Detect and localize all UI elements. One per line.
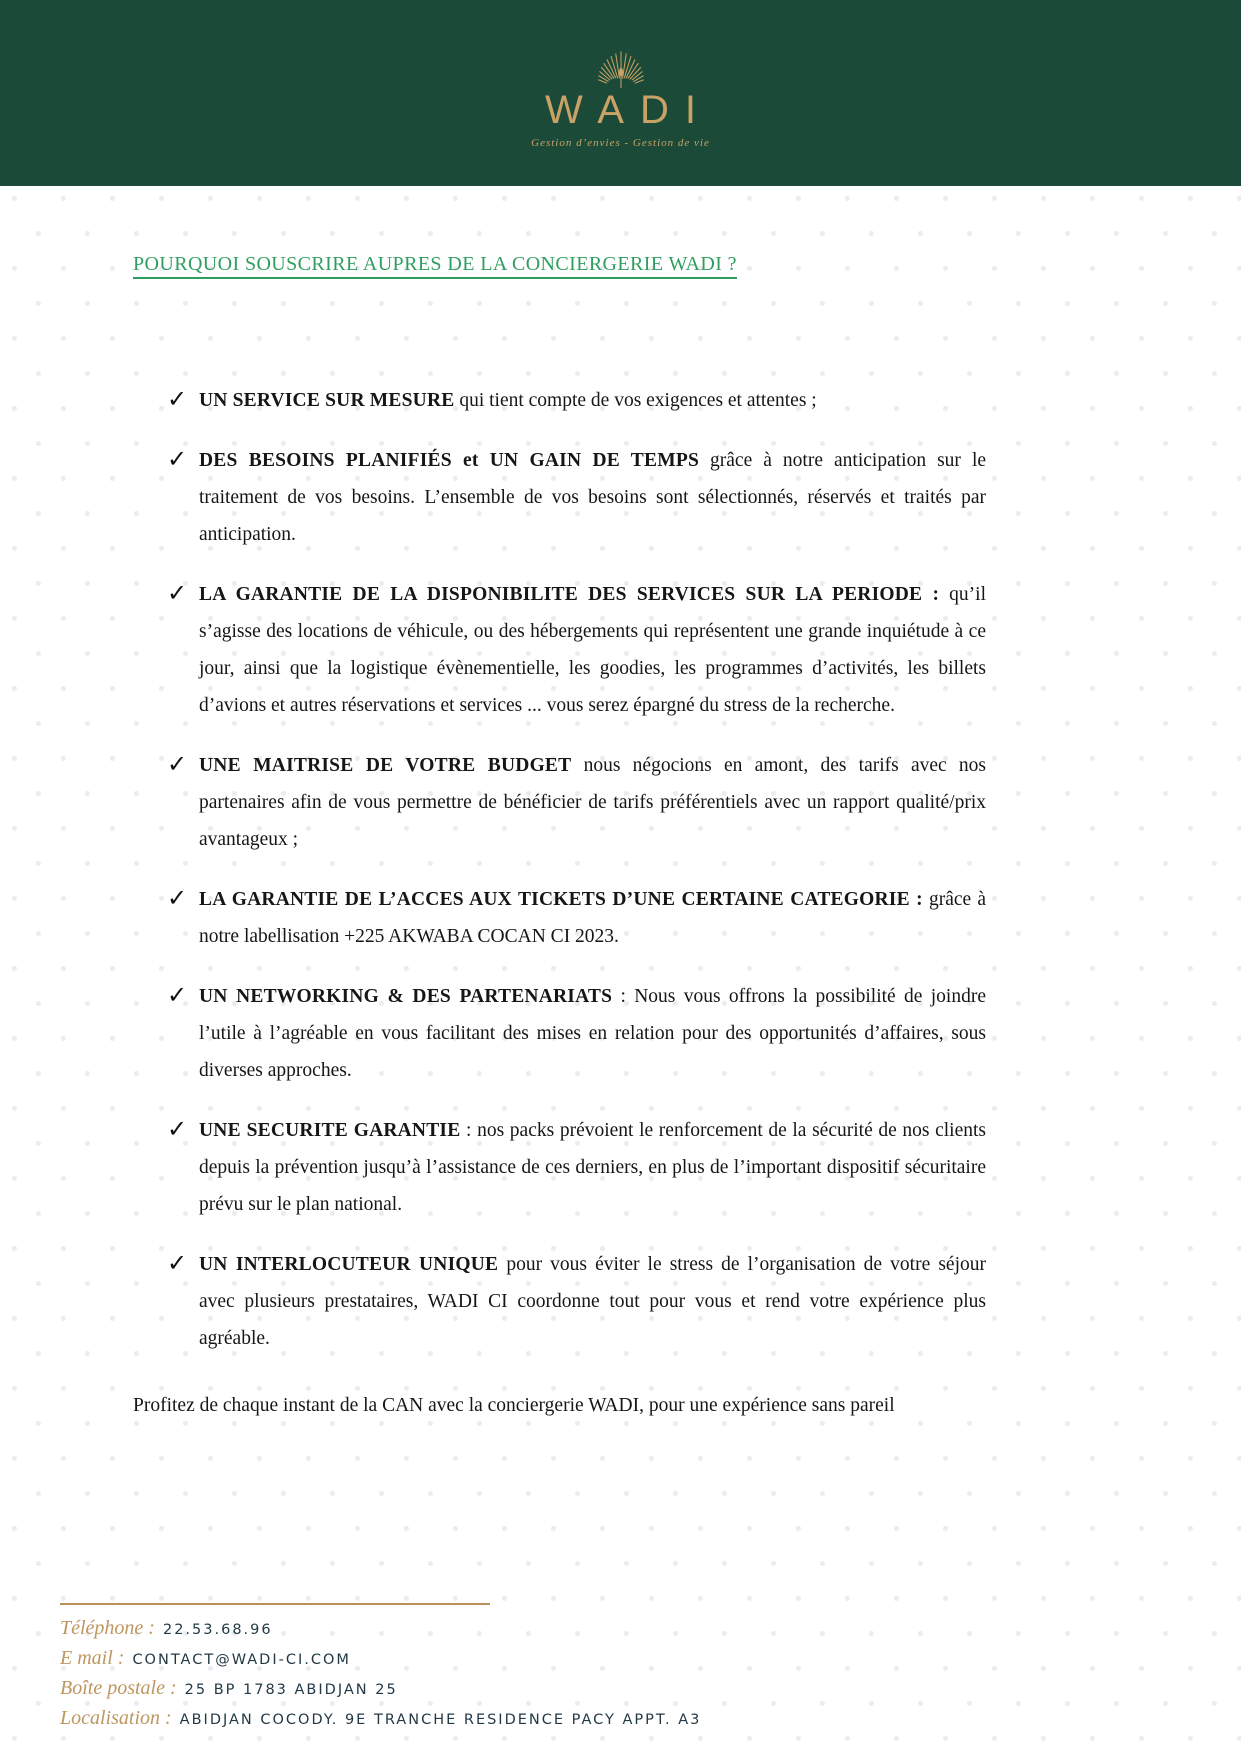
bullet-item	[133, 1112, 986, 1223]
footer-contact-row	[60, 1644, 701, 1674]
bullet-body: grâce à notre anticipation sur le traitement de vos besoins. L’ensemble de vos besoins sont sélectionnés, réservés et traités par anticipation.	[199, 450, 987, 545]
bullet-body: qui tient compte de vos exigences et attentes ;	[454, 390, 817, 411]
checkmark-icon: ✓	[167, 750, 188, 778]
footer-label: E mail :	[60, 1647, 125, 1669]
body-content	[133, 382, 986, 1424]
bullet-heading: UN INTERLOCUTEUR UNIQUE	[199, 1254, 499, 1275]
bullet-body: qu’il s’agisse des locations de véhicule, ou des hébergements qui représentent une grande inquiétude à ce jour, ainsi que la logistique évènementielle, les goodies, les programmes d’activités, les billets d’avions et autres réservations et services ... vous serez épargné du stress de la recherche.	[199, 584, 986, 716]
bullet-body: grâce à notre labellisation +225 AKWABA COCAN CI 2023.	[199, 889, 986, 947]
bullet-body: : nos packs prévoient le renforcement de la sécurité de nos clients depuis la prévention jusqu’à l’assistance de ces derniers, en plus de l’important dispositif sécuritaire prévu sur le plan national.	[199, 1120, 986, 1215]
bullet-heading: UN SERVICE SUR MESURE	[199, 390, 455, 411]
bullet-item	[133, 1246, 986, 1357]
bullet-list	[133, 382, 986, 1357]
bullet-text	[199, 881, 986, 955]
bullet-item	[133, 576, 986, 724]
bullet-heading: UN NETWORKING & DES PARTENARIATS	[199, 986, 613, 1007]
checkmark-icon: ✓	[167, 385, 188, 413]
footer-contact-row	[60, 1704, 701, 1734]
footer-label: Boîte postale :	[60, 1677, 177, 1699]
bullet-item	[133, 442, 986, 553]
bullet-text	[199, 442, 986, 553]
bullet-text	[199, 382, 986, 419]
bullet-heading: UNE SECURITE GARANTIE	[199, 1120, 461, 1141]
footer-contact-block	[60, 1614, 701, 1734]
bullet-heading: LA GARANTIE DE L’ACCES AUX TICKETS D’UNE CERTAINE CATEGORIE :	[199, 889, 923, 910]
checkmark-icon: ✓	[167, 1249, 188, 1277]
brand-tagline: Gestion d’envies - Gestion de vie	[531, 137, 710, 149]
footer-label: Téléphone :	[60, 1617, 155, 1639]
closing-paragraph: Profitez de chaque instant de la CAN avec la conciergerie WADI, pour une expérience sans pareil	[133, 1395, 895, 1416]
page-title: POURQUOI SOUSCRIRE AUPRES DE LA CONCIERGERIE WADI ?	[133, 253, 737, 275]
bullet-item	[133, 382, 986, 419]
bullet-body: : Nous vous offrons la possibilité de joindre l’utile à l’agréable en vous facilitant des mises en relation pour des opportunités d’affaires, sous diverses approches.	[199, 986, 986, 1081]
bullet-text	[199, 576, 986, 724]
footer-value: ABIDJAN COCODY. 9E TRANCHE RESIDENCE PACY APPT. A3	[179, 1712, 702, 1728]
bullet-body: nous négocions en amont, des tarifs avec nos partenaires afin de vous permettre de bénéficier de tarifs préférentiels avec un rapport qualité/prix avantageux ;	[199, 755, 987, 850]
footer-contact-row	[60, 1614, 701, 1644]
bullet-text	[199, 1112, 986, 1223]
header-band	[0, 0, 1241, 186]
checkmark-icon: ✓	[167, 884, 188, 912]
bullet-item	[133, 978, 986, 1089]
bullet-item	[133, 747, 986, 858]
bullet-heading: DES BESOINS PLANIFIÉS et UN GAIN DE TEMPS	[199, 450, 699, 471]
footer-value: CONTACT@WADI-CI.COM	[132, 1652, 351, 1668]
checkmark-icon: ✓	[167, 981, 188, 1009]
footer-value: 25 BP 1783 ABIDJAN 25	[184, 1682, 398, 1698]
checkmark-icon: ✓	[167, 1115, 188, 1143]
bullet-body: pour vous éviter le stress de l’organisation de votre séjour avec plusieurs prestataires, WADI CI coordonne tout pour vous et rend votre expérience plus agréable.	[199, 1254, 986, 1349]
checkmark-icon: ✓	[167, 579, 188, 607]
bullet-text	[199, 747, 986, 858]
bullet-text	[199, 978, 986, 1089]
footer-divider	[60, 1603, 490, 1605]
bullet-heading: UNE MAITRISE DE VOTRE BUDGET	[199, 755, 572, 776]
bullet-text	[199, 1246, 986, 1357]
footer-label: Localisation :	[60, 1707, 172, 1729]
bullet-heading: LA GARANTIE DE LA DISPONIBILITE DES SERVICES SUR LA PERIODE :	[199, 584, 940, 605]
footer-contact-row	[60, 1674, 701, 1704]
wadi-fan-logo-icon	[587, 30, 655, 94]
brand-wordmark: WADI	[545, 88, 712, 132]
footer-value: 22.53.68.96	[162, 1622, 273, 1638]
checkmark-icon: ✓	[167, 445, 188, 473]
bullet-item	[133, 881, 986, 955]
